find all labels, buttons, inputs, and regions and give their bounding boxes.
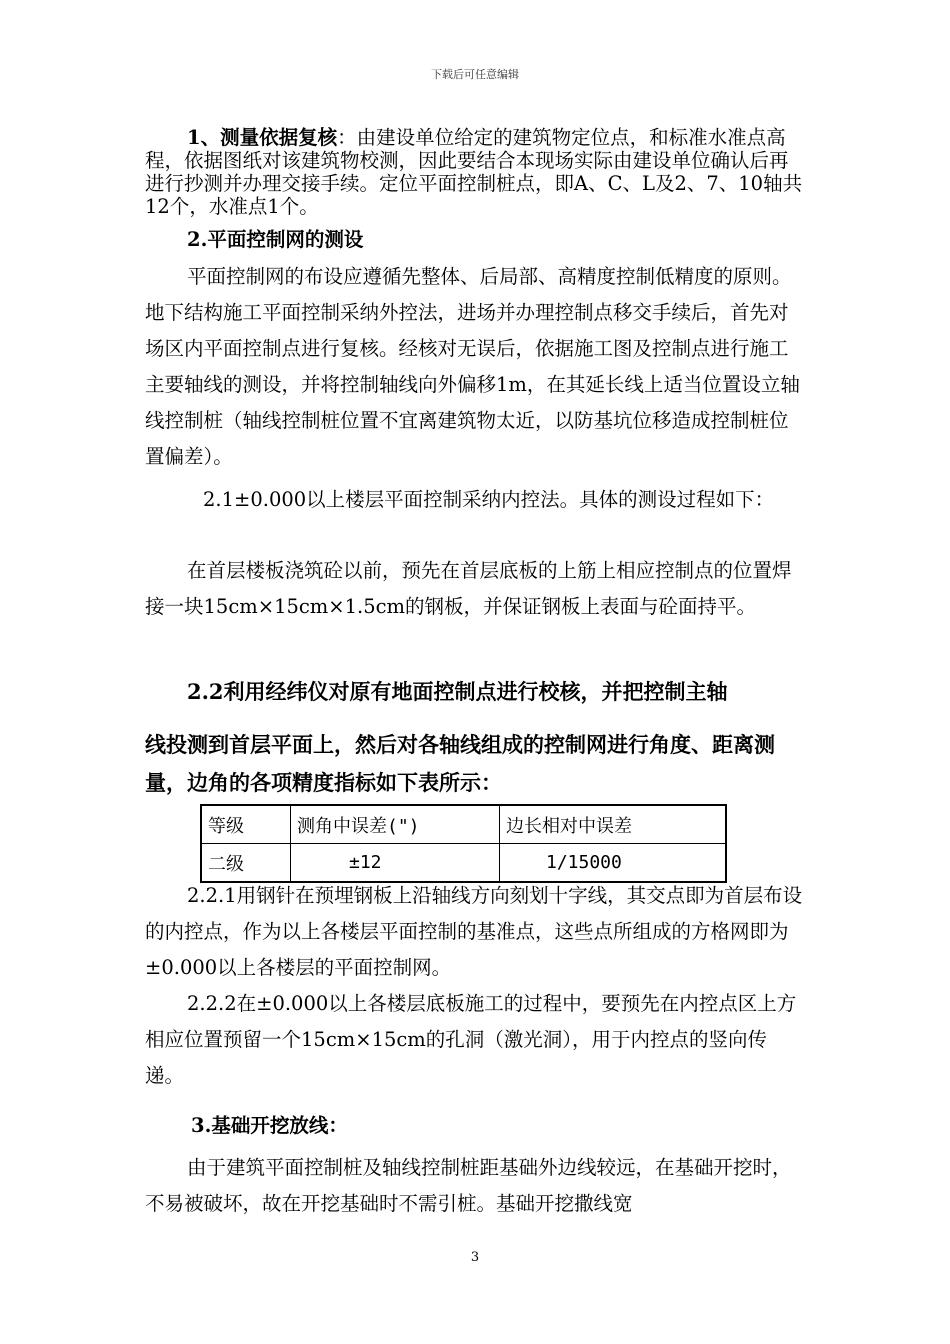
table-header-row xyxy=(201,805,726,844)
section-2-2-1-paragraph: 2.2.1用钢针在预埋钢板上沿轴线方向刻划十字线，其交点即为首层布设的内控点，作为以上各楼层平面控制的基准点，这些点所组成的方格网即为±0.000以上各楼层的平面控制网。 xyxy=(145,884,803,979)
table-header-cell: 测角中误差(") xyxy=(291,805,500,844)
table-cell: ±12 xyxy=(291,844,500,883)
section-1-label: 1、测量依据复核 xyxy=(187,126,338,149)
section-2-paragraph-2: 2.1±0.000以上楼层平面控制采纳内控法。具体的测设过程如下： xyxy=(203,488,775,511)
section-1-paragraph xyxy=(145,126,805,218)
table-header-cell: 边长相对中误差 xyxy=(500,805,727,844)
section-2-paragraph-3: 在首层楼板浇筑砼以前，预先在首层底板的上筋上相应控制点的位置焊接一块15cm×15cm×1.5cm的钢板，并保证钢板上表面与砼面持平。 xyxy=(145,559,792,618)
accuracy-table xyxy=(200,804,727,883)
table-row xyxy=(201,844,726,883)
section-1-text: ：由建设单位给定的建筑物定位点，和标准水准点高程，依据图纸对该建筑物校测，因此要结合本现场实际由建设单位确认后再进行抄测并办理交接手续。定位平面控制桩点，即A、C、L及2、7、10轴共12个，水准点1个。 xyxy=(145,126,803,218)
table-header-cell: 等级 xyxy=(201,805,291,844)
page-header: 下载后可任意编辑 xyxy=(431,68,519,81)
section-2-2-2-paragraph: 2.2.2在±0.000以上各楼层底板施工的过程中，要预先在内控点区上方相应位置预留一个15cm×15cm的孔洞（激光洞），用于内控点的竖向传递。 xyxy=(145,992,797,1087)
section-2-2-heading-line-1: 2.2利用经纬仪对原有地面控制点进行校核，并把控制主轴 xyxy=(187,679,728,704)
section-2-2-heading-line-2: 线投测到首层平面上，然后对各轴线组成的控制网进行角度、距离测量，边角的各项精度指标如下表所示： xyxy=(145,732,775,795)
table-cell: 二级 xyxy=(201,844,291,883)
page-number: 3 xyxy=(470,1250,480,1265)
table-cell: 1/15000 xyxy=(500,844,727,883)
section-2-heading: 2.平面控制网的测设 xyxy=(187,228,364,251)
section-3-paragraph: 由于建筑平面控制桩及轴线控制桩距基础外边线较远，在基础开挖时，不易被破坏，故在开挖基础时不需引桩。基础开挖撒线宽 xyxy=(145,1156,792,1215)
section-2-paragraph-1: 平面控制网的布设应遵循先整体、后局部、高精度控制低精度的原则。地下结构施工平面控制采纳外控法，进场并办理控制点移交手续后，首先对场区内平面控制点进行复核。经核对无误后，依据施工图及控制点进行施工主要轴线的测设，并将控制轴线向外偏移1m，在其延长线上适当位置设立轴线控制桩（轴线控制桩位置不宜离建筑物太近，以防基坑位移造成控制桩位置偏差）。 xyxy=(145,265,800,468)
section-3-heading: 3.基础开挖放线： xyxy=(191,1114,348,1137)
